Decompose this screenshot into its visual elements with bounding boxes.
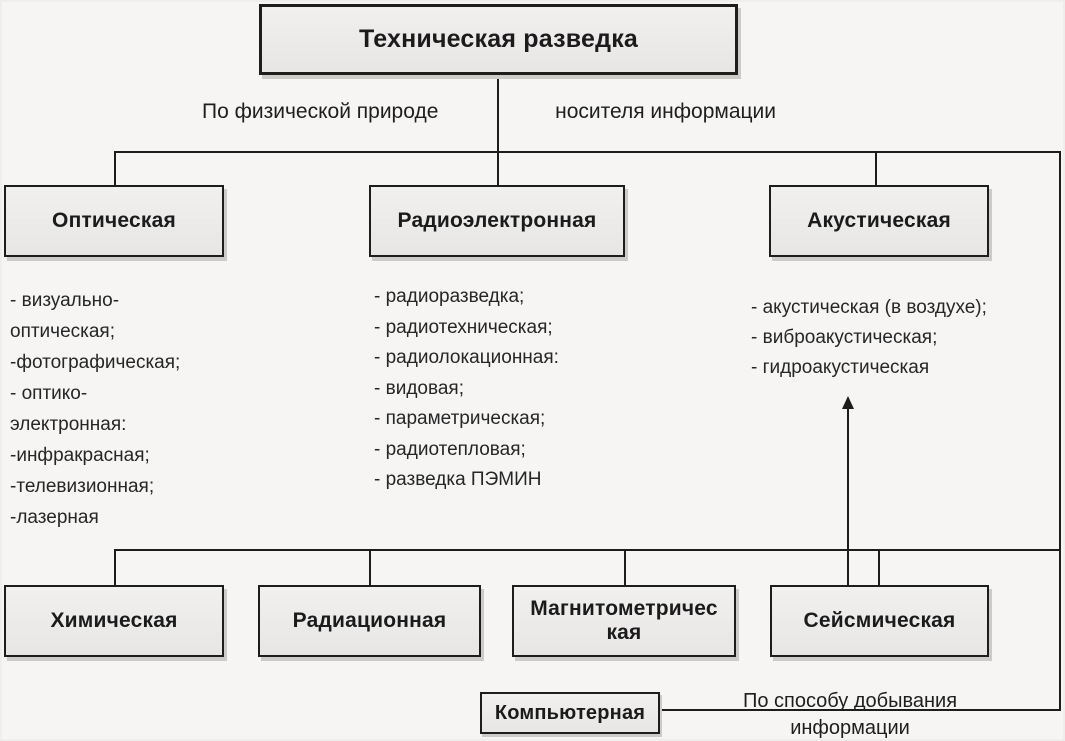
connector-tier1-rail: [114, 151, 1061, 153]
connector-drop-acoustic: [875, 151, 877, 187]
connector-drop-seismic: [878, 549, 880, 587]
classification-label-physical-left: По физической природе: [202, 100, 439, 123]
connector-root-stem: [497, 74, 499, 186]
list-item: -инфракрасная;: [10, 445, 150, 466]
acoustic-items-list: [751, 293, 987, 383]
node-radioelectronic: [369, 185, 625, 257]
list-item: - параметрическая;: [374, 408, 546, 429]
list-item: - разведка ПЭМИН: [374, 469, 542, 490]
classification-label-physical-nature: [202, 100, 776, 124]
list-item: - акустическая (в воздухе);: [751, 297, 987, 318]
connector-drop-chemical: [114, 549, 116, 587]
classification-label-acquisition-line2: информации: [790, 717, 910, 739]
connector-tier2-rail: [114, 549, 1061, 551]
list-item: - виброакустическая;: [751, 327, 938, 348]
node-optical: [4, 185, 224, 257]
list-item: - оптико-: [10, 383, 88, 404]
connector-right-edge: [1059, 151, 1061, 711]
connector-drop-magnetometric: [624, 549, 626, 587]
node-magnetometric: [512, 585, 736, 657]
list-item: -телевизионная;: [10, 476, 155, 497]
connector-drop-optical: [114, 151, 116, 187]
optical-items-list: [10, 285, 180, 533]
list-item: - радиолокационная:: [374, 347, 559, 368]
classification-label-acquisition-method: [705, 688, 995, 741]
classification-label-physical-right: носителя информации: [555, 100, 776, 123]
list-item: -фотографическая;: [10, 352, 181, 373]
node-radioelectronic-label: Радиоэлектронная: [397, 209, 597, 232]
node-acoustic-label: Акустическая: [807, 209, 951, 232]
node-root-label: Техническая разведка: [358, 25, 639, 53]
list-item: - радиотепловая;: [374, 438, 526, 460]
connector-drop-radiation: [369, 549, 371, 587]
list-item: оптическая;: [10, 321, 116, 342]
list-item: электронная:: [10, 414, 127, 435]
node-chemical: [4, 585, 224, 657]
node-radiation-label: Радиационная: [292, 609, 447, 632]
node-chemical-label: Химическая: [50, 609, 178, 632]
node-acoustic: [769, 185, 989, 257]
list-item: -лазерная: [10, 507, 99, 528]
node-root: [259, 4, 738, 75]
node-seismic-label: Сейсмическая: [803, 609, 956, 632]
radioelectronic-items-list: [374, 282, 559, 496]
node-seismic: [770, 585, 989, 657]
node-optical-label: Оптическая: [52, 209, 176, 232]
list-item: - радиотехническая;: [374, 316, 553, 338]
arrow-up-icon: [842, 396, 854, 409]
list-item: - гидроакустическая: [751, 357, 930, 378]
node-magnetometric-label: [530, 597, 718, 645]
list-item: - видовая;: [374, 377, 464, 399]
node-magnetometric-label-line1: Магнитометричес: [530, 597, 718, 620]
node-radiation: [258, 585, 481, 657]
node-computer-label: Компьютерная: [494, 701, 646, 724]
list-item: - радиоразведка;: [374, 286, 525, 307]
connector-seismic-to-acoustic-arrow-line: [847, 407, 849, 586]
node-magnetometric-label-line2: кая: [606, 621, 642, 644]
list-item: - визуально-: [10, 290, 120, 311]
classification-label-acquisition-line1: По способу добывания: [742, 690, 958, 712]
node-computer: [480, 692, 660, 734]
